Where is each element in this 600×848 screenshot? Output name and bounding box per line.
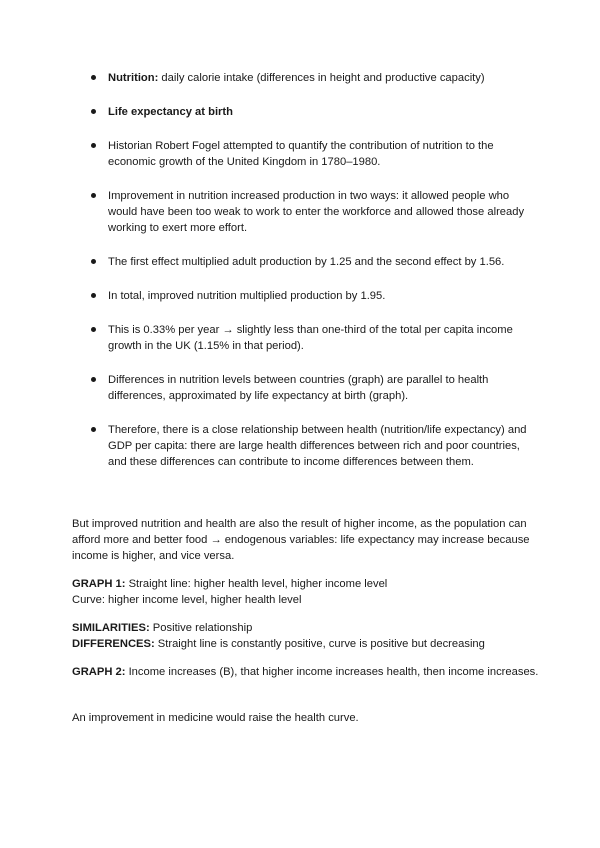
income-paragraph: But improved nutrition and health are also the result of higher income, as the population can afford more and better food → endogenous variables: life expectancy may increase because income is higher, and vice versa. [72,518,530,562]
bullet-item [0,188,600,236]
bullet-item [0,322,600,354]
graph2-text: Income increases (B), that higher income increases health, then income increases. [125,666,539,678]
graph2-label: GRAPH 2: [72,666,126,678]
bullet-text: daily calorie intake (differences in height and productive capacity) [158,72,485,84]
similarities-text: Positive relationship [149,622,253,634]
graph1-line [72,576,542,592]
bullet-dot-icon [91,377,96,382]
comparison-section [72,620,542,652]
graph1-curve-line: Curve: higher income level, higher health level [72,594,302,606]
graph1-label: GRAPH 1: [72,578,126,590]
bullet-dot-icon [91,259,96,264]
bullet-dot-icon [91,109,96,114]
bullet-dot-icon [91,327,96,332]
bullet-item [0,138,600,170]
bullet-item [0,422,600,470]
bullet-dot-icon [91,193,96,198]
similarities-line [72,620,542,636]
graph2-section [72,664,542,680]
bullet-text: The first effect multiplied adult production by 1.25 and the second effect by 1.56. [108,256,505,268]
bullet-item [0,104,600,120]
bullet-dot-icon [91,427,96,432]
bullet-item [0,70,600,86]
medicine-paragraph: An improvement in medicine would raise the health curve. [72,712,359,724]
bullet-text: Differences in nutrition levels between countries (graph) are parallel to health differences, approximated by life expectancy at birth (graph). [108,374,489,402]
bullet-list [0,70,600,488]
differences-line [72,636,542,652]
bullet-item [0,254,600,270]
differences-text: Straight line is constantly positive, curve is positive but decreasing [154,638,485,650]
bullet-text: Therefore, there is a close relationship between health (nutrition/life expectancy) and GDP per capita: there are large health differences between rich and poor countries, and these differences can contribute to income differences between them. [108,424,527,468]
graph1-line1: Straight line: higher health level, higher income level [125,578,388,590]
bullet-dot-icon [91,75,96,80]
similarities-label: SIMILARITIES: [72,622,150,634]
bullet-text: This is 0.33% per year → slightly less than one-third of the total per capita income growth in the UK (1.15% in that period). [108,324,513,352]
bullet-dot-icon [91,143,96,148]
bullet-item [0,288,600,304]
bullet-bold: Nutrition: [108,72,159,84]
bullet-text: Improvement in nutrition increased production in two ways: it allowed people who would have been too weak to work to enter the workforce and allowed those already working to exert more effort. [108,190,525,234]
bullet-text: Historian Robert Fogel attempted to quantify the contribution of nutrition to the economic growth of the United Kingdom in 1780–1980. [108,140,494,168]
bullet-item [0,372,600,404]
bullet-text: In total, improved nutrition multiplied production by 1.95. [108,290,386,302]
bullet-dot-icon [91,293,96,298]
graph1-section [72,576,542,608]
bullet-bold: Life expectancy at birth [108,106,233,118]
differences-label: DIFFERENCES: [72,638,155,650]
